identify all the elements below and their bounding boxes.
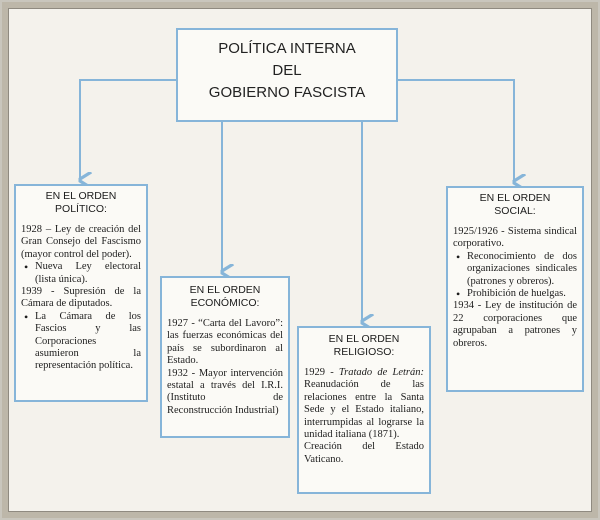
politico-item-1: 1928 – Ley de creación del Gran Consejo del Fascismo (mayor control del poder). [21,224,141,260]
social-item-1: 1925/1926 - Sistema sindical corporativo. [453,226,577,250]
title-line-2: DEL [272,62,302,79]
heading-social-line2: SOCIAL: [494,205,536,217]
heading-economico-line2: ECONÓMICO: [190,297,260,309]
connector-politico [80,80,176,180]
religioso-item-2: Creación del Estado Vaticano. [304,441,424,465]
social-item-4: 1934 - Ley de institución de 22 corporaciones que agrupaban a patrones y obreros. [453,300,577,349]
diagram-title [176,28,398,122]
politico-item-3: 1939 - Supresión de la Cámara de diputados. [21,286,141,310]
connector-social [398,80,514,182]
title-line-1: POLÍTICA INTERNA [218,40,356,57]
box-orden-politico [14,184,148,402]
heading-social-line1: EN EL ORDEN [479,192,551,204]
box-orden-social [446,186,584,392]
heading-politico-line1: EN EL ORDEN [45,190,117,202]
heading-religioso-line1: EN EL ORDEN [328,333,400,345]
title-line-3: GOBIERNO FASCISTA [208,84,366,101]
heading-religioso [304,333,424,359]
heading-politico-line2: POLÍTICO: [55,203,107,215]
religioso-item-1-year: 1929 - [304,367,339,378]
social-item-2: • Reconocimiento de dos organizaciones sindicales (patrones y obreros). [453,251,577,288]
social-item-3: • Prohibición de huelgas. [453,288,577,300]
religioso-item-1 [304,367,424,441]
heading-economico-line1: EN EL ORDEN [189,284,261,296]
heading-religioso-line2: RELIGIOSO: [333,346,395,358]
heading-social [453,192,577,218]
politico-item-2: • Nueva Ley electoral (lista única). [21,261,141,286]
economico-item-2: 1932 - Mayor intervención estatal a través del I.R.I. (Instituto de Reconstrucción Industrial) [167,367,283,416]
religioso-item-1-text: Reanudación de las relaciones entre la Santa Sede y el Estado italiano, interrumpidas al lograrse la unidad italiana (1871). [304,379,424,441]
heading-economico [167,284,283,310]
religioso-item-1-treaty: Tratado de Letrán: [338,367,424,378]
box-orden-economico [160,276,290,438]
politico-item-4: • La Cámara de los Fascios y las Corporaciones asumieron la representación política. [21,311,141,373]
heading-politico [21,190,141,216]
economico-item-1: 1927 - “Carta del Lavoro”: las fuerzas económicas del país se subordinaron al Estado. [167,318,283,367]
box-orden-religioso [297,326,431,494]
